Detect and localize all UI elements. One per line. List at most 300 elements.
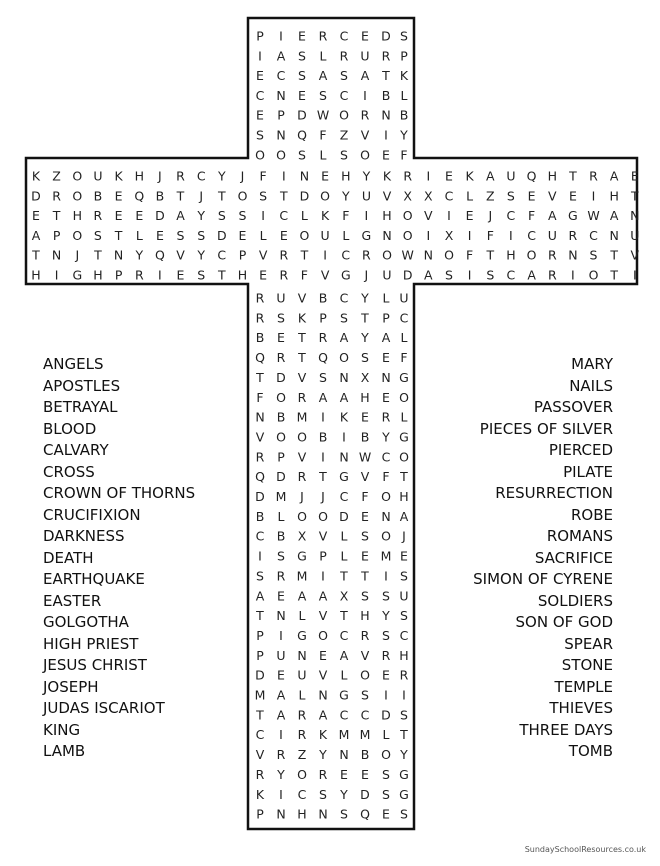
grid-letter: C <box>276 68 286 84</box>
grid-letter: I <box>261 208 265 224</box>
grid-letter: C <box>399 628 409 643</box>
grid-letter: V <box>297 290 307 306</box>
grid-letter: I <box>426 227 431 243</box>
grid-letter: L <box>259 227 267 243</box>
grid-letter: G <box>297 548 307 564</box>
grid-letter: O <box>318 628 328 643</box>
grid-letter: U <box>297 667 307 683</box>
grid-letter: P <box>277 107 285 123</box>
grid-letter: T <box>176 188 185 204</box>
grid-letter: K <box>31 168 41 184</box>
grid-letter: E <box>382 389 390 405</box>
grid-letter: K <box>114 168 123 184</box>
grid-letter: E <box>277 330 285 346</box>
grid-letter: C <box>589 227 598 243</box>
grid-letter: R <box>93 208 103 224</box>
grid-letter: L <box>300 208 308 224</box>
grid-letter: S <box>382 786 390 802</box>
right-word: SACRIFICE <box>534 548 613 567</box>
grid-letter: W <box>401 247 414 263</box>
grid-letter: P <box>256 806 264 822</box>
grid-letter: C <box>339 489 349 504</box>
grid-letter: T <box>256 707 264 723</box>
grid-letter: S <box>361 588 369 604</box>
grid-letter: O <box>72 168 83 184</box>
grid-letter: I <box>321 449 325 465</box>
left-word: CROWN OF THORNS <box>43 484 196 502</box>
grid-letter: Z <box>297 747 307 762</box>
grid-letter: F <box>382 469 390 485</box>
grid-letter: V <box>255 429 265 445</box>
grid-letter: D <box>381 28 391 44</box>
grid-letter: I <box>384 687 388 703</box>
grid-letter: R <box>297 389 307 405</box>
grid-letter: L <box>319 48 327 64</box>
grid-letter: P <box>238 247 247 263</box>
grid-letter: O <box>444 247 454 263</box>
grid-letter: F <box>527 208 536 224</box>
grid-letter: R <box>362 247 371 263</box>
grid-letter: H <box>31 267 41 283</box>
grid-letter: V <box>318 528 328 544</box>
grid-letter: L <box>400 330 408 346</box>
right-word: PIERCED <box>548 441 613 459</box>
grid-letter: V <box>320 267 330 283</box>
grid-letter: T <box>298 330 306 346</box>
grid-letter: N <box>339 747 349 762</box>
left-word: DARKNESS <box>43 527 125 545</box>
grid-letter: R <box>589 168 598 184</box>
grid-letter: E <box>445 168 453 184</box>
grid-letter: S <box>400 28 408 44</box>
grid-letter: H <box>237 267 248 283</box>
grid-letter: G <box>297 628 307 643</box>
grid-letter: S <box>298 48 306 64</box>
grid-letter: L <box>382 727 390 743</box>
grid-letter: F <box>465 247 474 263</box>
grid-letter: O <box>276 147 286 163</box>
grid-letter: R <box>134 267 144 283</box>
grid-letter: R <box>339 48 349 64</box>
grid-letter: P <box>256 28 264 44</box>
grid-letter: E <box>259 267 268 283</box>
grid-letter: H <box>72 208 83 224</box>
left-word: GOLGOTHA <box>43 613 129 631</box>
grid-letter: E <box>361 548 369 564</box>
grid-letter: E <box>135 208 144 224</box>
grid-letter: S <box>506 188 515 204</box>
grid-letter: K <box>318 727 328 743</box>
grid-letter: Q <box>297 127 307 143</box>
grid-letter: Y <box>319 747 327 762</box>
grid-letter: K <box>297 310 307 326</box>
grid-letter: I <box>279 786 283 802</box>
grid-letter: Q <box>360 806 370 822</box>
grid-letter: T <box>340 608 348 624</box>
grid-letter: O <box>72 227 83 243</box>
right-word: TEMPLE <box>554 677 613 696</box>
grid-letter: E <box>298 28 306 44</box>
left-word: APOSTLES <box>43 376 121 395</box>
grid-letter: F <box>300 267 309 283</box>
grid-letter: T <box>569 168 577 184</box>
left-word: CALVARY <box>43 441 109 459</box>
grid-letter: S <box>400 568 408 584</box>
grid-letter: I <box>321 568 325 584</box>
grid-letter: E <box>465 208 474 224</box>
grid-letter: O <box>297 508 307 524</box>
right-word: NAILS <box>569 376 613 395</box>
grid-letter: S <box>361 687 369 703</box>
grid-letter: E <box>340 766 348 782</box>
grid-letter: V <box>630 247 640 263</box>
right-word: STONE <box>561 656 613 674</box>
grid-letter: R <box>547 267 557 283</box>
grid-letter: E <box>321 168 330 184</box>
grid-letter: S <box>319 87 327 103</box>
grid-letter: B <box>155 188 165 204</box>
grid-letter: V <box>176 247 185 263</box>
grid-letter: Y <box>400 747 408 762</box>
grid-letter: J <box>199 188 204 204</box>
grid-letter: O <box>339 350 349 366</box>
grid-letter: R <box>381 647 391 663</box>
grid-letter: N <box>113 247 124 263</box>
grid-letter: A <box>276 707 286 723</box>
grid-letter: M <box>296 568 308 584</box>
grid-letter: D <box>297 107 307 123</box>
grid-letter: I <box>384 127 388 143</box>
right-word: THIEVES <box>549 699 613 717</box>
grid-letter: P <box>114 267 123 283</box>
left-word: DEATH <box>43 548 94 567</box>
grid-letter: A <box>548 208 557 224</box>
grid-letter: R <box>297 727 307 743</box>
left-word: JESUS CHRIST <box>43 656 147 674</box>
grid-letter: U <box>399 588 409 604</box>
grid-letter: S <box>400 707 408 723</box>
grid-letter: F <box>486 227 494 243</box>
grid-letter: C <box>506 208 516 224</box>
grid-letter: F <box>400 147 408 163</box>
grid-letter: U <box>547 227 557 243</box>
grid-letter: E <box>527 188 536 204</box>
grid-letter: L <box>400 87 408 103</box>
grid-letter: E <box>114 188 123 204</box>
site-credit: SundaySchoolResources.co.uk <box>524 845 646 854</box>
grid-letter: A <box>360 68 370 84</box>
grid-letter: D <box>299 188 310 204</box>
grid-letter: P <box>319 548 327 564</box>
grid-letter: I <box>571 267 575 283</box>
grid-letter: L <box>466 188 474 204</box>
right-word: TOMB <box>568 742 613 760</box>
grid-letter: C <box>444 188 454 204</box>
grid-letter: A <box>381 330 391 346</box>
grid-letter: Y <box>277 766 285 782</box>
right-word: RESURRECTION <box>495 484 613 502</box>
grid-letter: Y <box>382 608 390 624</box>
grid-letter: V <box>258 247 268 263</box>
grid-letter: T <box>94 247 102 263</box>
grid-letter: V <box>382 188 392 204</box>
grid-letter: V <box>297 369 307 385</box>
grid-letter: T <box>32 247 40 263</box>
grid-letter: S <box>382 628 390 643</box>
grid-letter: J <box>300 489 304 504</box>
grid-letter: B <box>255 508 265 524</box>
grid-letter: S <box>340 310 348 326</box>
grid-letter: C <box>196 168 206 184</box>
grid-letter: T <box>400 469 408 485</box>
grid-letter: B <box>381 87 391 103</box>
grid-letter: U <box>506 168 516 184</box>
grid-letter: T <box>300 247 309 263</box>
grid-letter: D <box>255 667 265 683</box>
grid-letter: A <box>318 707 328 723</box>
grid-letter: E <box>361 508 369 524</box>
grid-letter: R <box>255 310 265 326</box>
grid-letter: O <box>297 429 307 445</box>
grid-letter: N <box>318 806 328 822</box>
grid-letter: I <box>323 247 327 263</box>
grid-letter: E <box>155 227 164 243</box>
grid-letter: T <box>217 267 226 283</box>
grid-letter: R <box>547 247 557 263</box>
grid-letter: F <box>259 168 267 184</box>
grid-letter: R <box>176 168 185 184</box>
grid-letter: G <box>72 267 83 283</box>
grid-letter: E <box>630 168 639 184</box>
grid-letter: T <box>382 68 390 84</box>
grid-letter: O <box>297 766 307 782</box>
grid-letter: R <box>255 449 265 465</box>
grid-letter: A <box>318 389 328 405</box>
grid-letter: R <box>403 168 413 184</box>
grid-letter: D <box>276 469 286 485</box>
grid-letter: Y <box>361 330 369 346</box>
grid-letter: M <box>380 548 392 564</box>
grid-letter: W <box>358 449 372 465</box>
grid-letter: T <box>610 267 619 283</box>
grid-letter: G <box>399 786 409 802</box>
grid-letter: H <box>399 647 409 663</box>
grid-letter: V <box>297 449 307 465</box>
grid-letter: X <box>424 188 433 204</box>
grid-letter: A <box>318 68 328 84</box>
grid-letter: T <box>279 188 288 204</box>
grid-letter: N <box>276 87 286 103</box>
grid-letter: B <box>276 528 286 544</box>
grid-letter: F <box>361 489 369 504</box>
grid-letter: W <box>316 107 330 123</box>
grid-letter: S <box>298 68 306 84</box>
grid-letter: N <box>339 369 349 385</box>
grid-letter: A <box>424 267 433 283</box>
grid-letter: U <box>276 290 286 306</box>
grid-letter: L <box>382 290 390 306</box>
grid-letter: J <box>321 489 325 504</box>
grid-letter: I <box>279 28 283 44</box>
grid-letter: Q <box>255 469 265 485</box>
grid-letter: R <box>276 350 286 366</box>
grid-letter: C <box>506 267 516 283</box>
grid-letter: H <box>360 389 370 405</box>
grid-letter: O <box>381 528 391 544</box>
grid-letter: Y <box>341 188 350 204</box>
left-word: KING <box>43 720 81 739</box>
grid-letter: O <box>399 449 409 465</box>
grid-letter: U <box>361 188 371 204</box>
grid-letter: S <box>256 127 264 143</box>
grid-letter: R <box>297 707 307 723</box>
grid-letter: E <box>382 806 390 822</box>
grid-letter: C <box>360 707 370 723</box>
grid-letter: O <box>588 267 599 283</box>
grid-letter: W <box>587 208 600 224</box>
grid-letter: R <box>318 28 328 44</box>
grid-letter: S <box>298 147 306 163</box>
grid-letter: S <box>259 188 268 204</box>
grid-letter: P <box>400 48 408 64</box>
grid-letter: Q <box>318 350 328 366</box>
grid-letter: F <box>400 350 408 366</box>
grid-letter: R <box>318 330 328 346</box>
grid-letter: M <box>359 727 371 743</box>
grid-letter: I <box>158 267 162 283</box>
grid-letter: E <box>319 647 327 663</box>
grid-letter: E <box>256 107 264 123</box>
grid-letter: N <box>568 247 578 263</box>
right-word: SOLDIERS <box>537 591 613 610</box>
grid-letter: I <box>364 208 369 224</box>
grid-letter: P <box>382 310 390 326</box>
grid-letter: S <box>217 208 226 224</box>
grid-letter: S <box>277 548 285 564</box>
grid-letter: N <box>276 806 286 822</box>
grid-letter: A <box>297 588 307 604</box>
grid-letter: B <box>318 290 328 306</box>
grid-letter: E <box>361 28 369 44</box>
grid-letter: Q <box>526 168 537 184</box>
right-word: SIMON OF CYRENE <box>473 570 613 588</box>
grid-letter: T <box>52 208 61 224</box>
grid-letter: A <box>339 330 349 346</box>
grid-letter: R <box>276 568 286 584</box>
grid-letter: U <box>360 48 370 64</box>
grid-letter: I <box>258 548 262 564</box>
grid-letter: E <box>114 208 123 224</box>
grid-letter: I <box>279 628 283 643</box>
grid-letter: A <box>527 267 536 283</box>
grid-letter: I <box>467 267 472 283</box>
grid-letter: K <box>320 208 330 224</box>
grid-letter: K <box>255 786 265 802</box>
grid-letter: B <box>318 429 328 445</box>
grid-letter: D <box>255 489 265 504</box>
grid-letter: J <box>488 208 493 224</box>
right-word: SPEAR <box>564 634 613 653</box>
grid-letter: X <box>339 588 349 604</box>
grid-letter: L <box>400 409 408 425</box>
grid-letter: I <box>363 87 367 103</box>
grid-letter: S <box>238 208 247 224</box>
grid-letter: V <box>424 208 433 224</box>
grid-letter: X <box>403 188 412 204</box>
grid-letter: D <box>402 267 413 283</box>
grid-letter: D <box>381 707 391 723</box>
left-word: CROSS <box>43 462 95 481</box>
grid-letter: E <box>277 588 285 604</box>
right-word: ROMANS <box>546 527 613 545</box>
grid-letter: T <box>361 568 369 584</box>
grid-letter: Y <box>382 429 390 445</box>
grid-letter: N <box>276 608 286 624</box>
grid-letter: S <box>256 568 264 584</box>
grid-letter: I <box>591 188 596 204</box>
grid-letter: F <box>342 208 350 224</box>
grid-letter: V <box>548 188 557 204</box>
grid-letter: N <box>630 208 640 224</box>
right-word: SON OF GOD <box>515 613 613 631</box>
grid-letter: E <box>361 766 369 782</box>
grid-letter: I <box>426 168 431 184</box>
grid-letter: U <box>320 227 330 243</box>
grid-letter: Y <box>197 247 206 263</box>
grid-letter: R <box>399 667 409 683</box>
grid-letter: B <box>93 188 103 204</box>
grid-letter: E <box>279 227 288 243</box>
grid-letter: G <box>399 369 409 385</box>
grid-letter: R <box>279 267 289 283</box>
grid-letter: Z <box>52 168 61 184</box>
grid-letter: R <box>360 628 370 643</box>
grid-letter: O <box>381 747 391 762</box>
grid-letter: M <box>275 489 287 504</box>
grid-letter: E <box>176 267 185 283</box>
grid-letter: H <box>547 168 558 184</box>
grid-letter: S <box>197 267 206 283</box>
grid-letter: X <box>444 227 454 243</box>
grid-letter: H <box>506 247 516 263</box>
grid-letter: D <box>276 369 286 385</box>
grid-letter: L <box>298 608 306 624</box>
grid-letter: O <box>526 247 537 263</box>
grid-letter: A <box>176 208 185 224</box>
grid-letter: N <box>381 107 391 123</box>
grid-letter: N <box>381 369 391 385</box>
grid-letter: B <box>399 107 409 123</box>
grid-letter: T <box>340 568 348 584</box>
grid-letter: N <box>382 227 392 243</box>
grid-letter: P <box>256 647 264 663</box>
grid-letter: S <box>319 369 327 385</box>
grid-letter: Y <box>135 247 144 263</box>
grid-letter: O <box>399 389 409 405</box>
grid-letter: L <box>135 227 143 243</box>
grid-letter: N <box>51 247 62 263</box>
grid-letter: E <box>400 548 408 564</box>
grid-letter: T <box>361 310 369 326</box>
grid-letter: R <box>279 247 289 263</box>
grid-letter: T <box>400 727 408 743</box>
grid-letter: B <box>360 429 370 445</box>
grid-letter: H <box>93 267 103 283</box>
word-list-left <box>43 354 195 763</box>
grid-letter: L <box>340 548 348 564</box>
grid-letter: T <box>256 608 264 624</box>
grid-letter: E <box>256 68 264 84</box>
